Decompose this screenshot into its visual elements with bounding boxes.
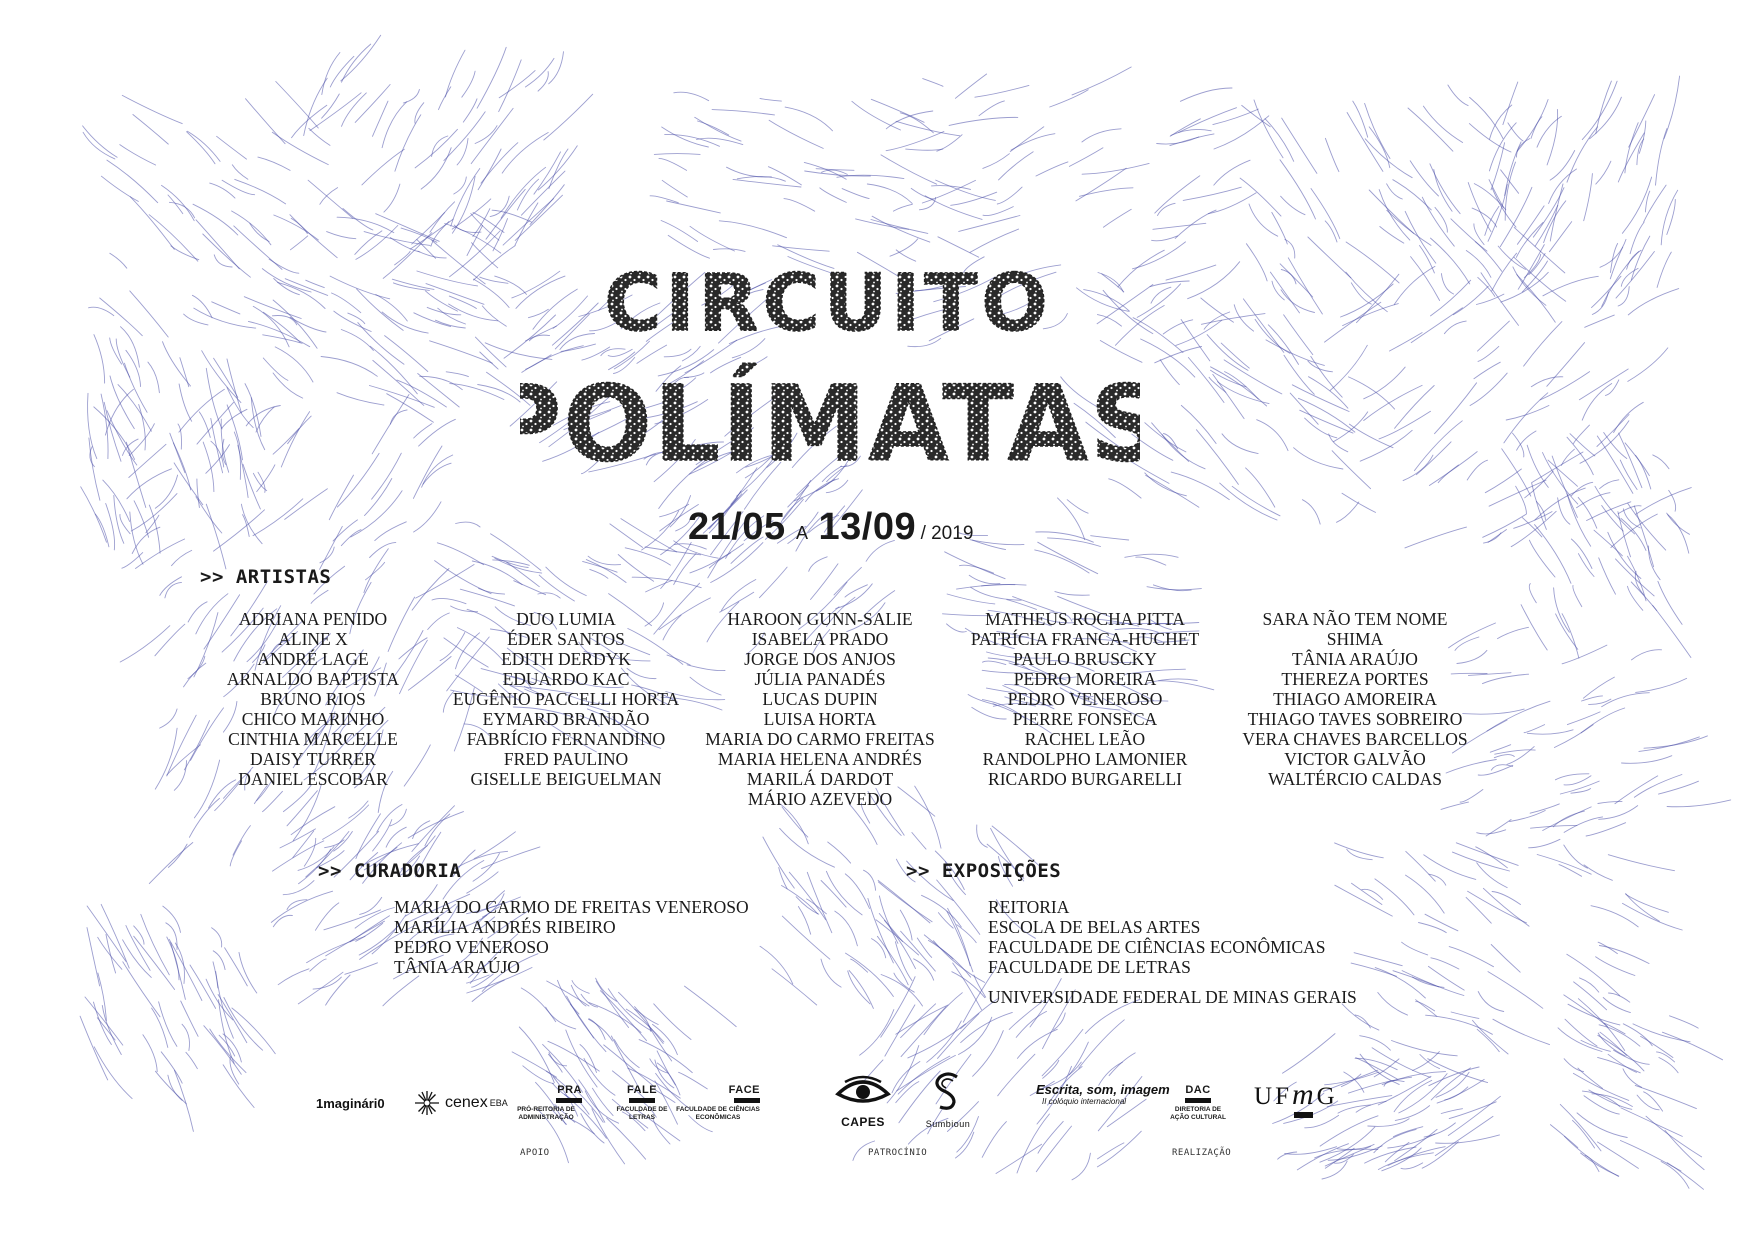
logo-ufmg [1254,1078,1338,1112]
artist-name: ARNALDO BAPTISTA [226,669,400,689]
symbioun-s-icon [928,1070,968,1114]
artist-name: HAROON GUNN-SALIE [727,609,913,629]
escrita-subtitle: II colóquio internacional [1042,1097,1127,1106]
artist-name: PAULO BRUSCKY [1013,649,1157,669]
ufmg-f: F [1275,1083,1292,1110]
face-bar [734,1098,760,1103]
artist-name: VICTOR GALVÃO [1284,749,1426,769]
realizacao-label: REALIZAÇÃO [1172,1148,1232,1158]
capes-text: CAPES [841,1115,885,1129]
artist-name: ALINE X [278,629,348,649]
exposicoes-heading: >> EXPOSIÇÕES [906,860,1062,882]
date-connector: A [796,523,809,543]
logo-dac [1166,1084,1230,1122]
cenex-logo-text: cenex [445,1094,488,1111]
venue-name: REITORIA [988,897,1070,917]
artist-name: EDUARDO KAC [502,669,630,689]
curator-name: PEDRO VENEROSO [394,937,549,957]
artist-name: SARA NÃO TEM NOME [1262,609,1448,629]
dac-bar [1185,1098,1211,1103]
exhibition-title [520,248,1140,478]
ufmg-underline-bar [1294,1112,1313,1118]
patrocinio-label: PATROCÍNIO [868,1148,928,1158]
artist-name: EDITH DERDYK [501,649,631,669]
curator-name: MARÍLIA ANDRÉS RIBEIRO [394,917,616,937]
artist-name: ISABELA PRADO [751,629,889,649]
exhibition-dates [688,506,973,549]
artist-name: CINTHIA MARCELLE [228,729,398,749]
artist-name: VERA CHAVES BARCELLOS [1242,729,1468,749]
artist-name: DUO LUMIA [516,609,616,629]
pra-bar [556,1098,582,1103]
artist-name: JORGE DOS ANJOS [744,649,896,669]
logo-fale [614,1084,670,1122]
ufmg-m [1292,1078,1317,1112]
artist-name: BRUNO RIOS [260,689,366,709]
logo-capes [832,1074,894,1129]
curator-name: TÂNIA ARAÚJO [394,957,520,977]
start-date: 21/05 [688,506,786,548]
venue-name: FACULDADE DE LETRAS [988,957,1191,977]
pra-subtitle: PRÓ-REITORIA DE ADMINISTRAÇÃO [517,1106,575,1121]
artist-name: RACHEL LEÃO [1024,729,1146,749]
logo-symbioun [920,1070,976,1129]
artist-name: THIAGO AMOREIRA [1273,689,1437,709]
artist-name: WALTÉRCIO CALDAS [1268,769,1442,789]
curator-name: MARIA DO CARMO DE FREITAS VENEROSO [394,897,749,917]
exposicoes-university: UNIVERSIDADE FEDERAL DE MINAS GERAIS [988,987,1357,1007]
artist-name: GISELLE BEIGUELMAN [470,769,662,789]
title-line-1: CIRCUITO [604,259,1052,349]
artist-name: JÚLIA PANADÉS [754,669,886,689]
dac-acronym: DAC [1185,1084,1211,1096]
artists-column-4 [955,609,1215,789]
artist-name: PEDRO MOREIRA [1013,669,1157,689]
artist-name: PIERRE FONSECA [1012,709,1158,729]
artist-name: MARILÁ DARDOT [746,769,894,789]
artist-name: MÁRIO AZEVEDO [747,789,893,809]
logo-pra [506,1084,586,1122]
artist-name: DANIEL ESCOBAR [238,769,388,789]
venue-name: FACULDADE DE CIÊNCIAS ECONÔMICAS [988,937,1326,957]
ufmg-u: U [1254,1083,1276,1110]
imaginario-logo-text: 1maginári0 [316,1096,385,1111]
artist-name: PEDRO VENEROSO [1007,689,1163,709]
logo-imaginario [316,1096,385,1111]
curadoria-list [394,897,749,977]
face-subtitle: FACULDADE DE CIÊNCIAS ECONÔMICAS [676,1106,760,1121]
escrita-text: Escrita, som, imagem [1036,1082,1170,1097]
exposicoes-list [988,897,1326,977]
artist-name: SHIMA [1326,629,1384,649]
artist-name: RANDOLPHO LAMONIER [982,749,1188,769]
end-date: 13/09 [818,506,917,548]
curadoria-heading: >> CURADORIA [318,860,462,882]
logo-cenex [414,1090,508,1116]
capes-eye-icon [835,1074,891,1110]
artists-column-3 [690,609,950,809]
ufmg-g: G [1316,1083,1338,1110]
pra-acronym: PRA [557,1084,582,1096]
artist-name: FABRÍCIO FERNANDINO [466,729,666,749]
year: / 2019 [920,523,974,544]
artist-name: EYMARD BRANDÃO [482,709,650,729]
ufmg-m-letter: m [1291,1078,1317,1111]
title-line-2: POLÍMATAS [520,363,1140,478]
fale-acronym: FALE [626,1084,658,1096]
artist-name: EUGÊNIO PACCELLI HORTA [452,689,680,709]
artist-name: CHICO MARINHO [241,709,385,729]
logo-face [670,1084,766,1122]
apoio-label: APOIO [520,1148,550,1158]
fale-bar [629,1098,655,1103]
artist-name: THEREZA PORTES [1281,669,1429,689]
artist-name: MARIA DO CARMO FREITAS [705,729,935,749]
artist-name: MATHEUS ROCHA PITTA [985,609,1185,629]
artist-name: ÉDER SANTOS [507,629,625,649]
artist-name: RICARDO BURGARELLI [988,769,1182,789]
artists-column-2 [436,609,696,789]
artist-name: DAISY TURRER [250,749,376,769]
artist-name: PATRÍCIA FRANCA-HUCHET [970,629,1200,649]
artist-name: FRED PAULINO [503,749,629,769]
logo-escrita-som-imagem [1036,1082,1170,1106]
artist-name: LUCAS DUPIN [762,689,878,709]
artist-name: LUISA HORTA [763,709,877,729]
artists-column-5 [1225,609,1485,789]
dac-subtitle: DIRETORIA DE AÇÃO CULTURAL [1170,1106,1226,1121]
symbioun-text: Sumbioun [925,1119,971,1129]
artist-name: THIAGO TAVES SOBREIRO [1247,709,1463,729]
cenex-star-icon [414,1090,440,1116]
artists-heading: >> ARTISTAS [200,566,332,588]
venue-name: ESCOLA DE BELAS ARTES [988,917,1201,937]
artist-name: ADRIANA PENIDO [238,609,388,629]
artists-column-1 [208,609,418,789]
artist-name: TÂNIA ARAÚJO [1292,649,1418,669]
face-acronym: FACE [728,1084,760,1096]
fale-subtitle: FACULDADE DE LETRAS [616,1106,668,1121]
artist-name: ANDRÉ LAGE [257,649,369,669]
cenex-logo-sub: EBA [489,1098,508,1108]
artist-name: MARIA HELENA ANDRÉS [717,749,923,769]
